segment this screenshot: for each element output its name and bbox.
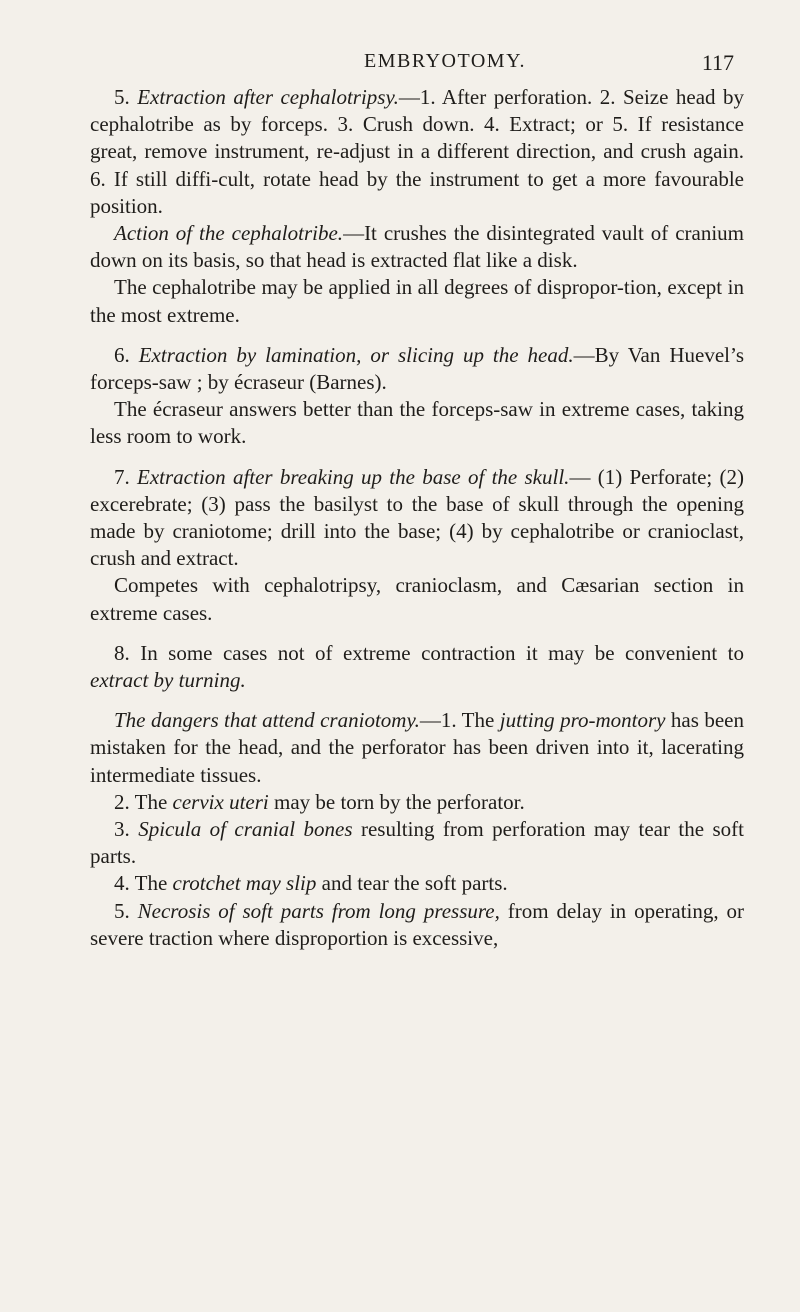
paragraph xyxy=(90,220,744,274)
text-run: The cephalotribe may be applied in all degrees of dispropor-tion, except in the most extreme. xyxy=(90,275,744,327)
italic-run: Spicula of cranial bones xyxy=(138,817,353,842)
italic-run: Action of the cephalotribe. xyxy=(114,221,344,246)
text-run: Competes with cephalotripsy, cranioclasm, and Cæsarian section in extreme cases. xyxy=(90,573,744,625)
paragraph xyxy=(90,572,744,626)
text-run: 5. xyxy=(114,898,138,923)
text-run: may be torn by the perforator. xyxy=(268,789,525,814)
text-run: — (1) Perforate; (2) excerebrate; (3) pass the basilyst to the base of skull through the opening made by craniotome; drill into the base; (4) by cephalotribe or cranioclast, crush and extract. xyxy=(90,464,745,571)
paragraph xyxy=(90,464,744,573)
paragraph xyxy=(90,84,744,220)
text-run: 7. xyxy=(114,464,138,489)
text-run: 2. The xyxy=(114,789,173,814)
text-run: resulting from perforation may tear the soft parts. xyxy=(90,817,744,869)
italic-run: crotchet may slip xyxy=(172,871,317,896)
italic-run: Extraction after breaking up the base of the skull. xyxy=(137,464,570,489)
italic-run: Extraction by lamination, or slicing up the head. xyxy=(138,342,574,367)
paragraph xyxy=(90,640,744,694)
text-run: —It crushes the disintegrated vault of cranium down on its basis, so that head is extracted flat like a disk. xyxy=(90,221,744,273)
paragraph xyxy=(90,396,744,450)
text-run: —1. The xyxy=(419,708,500,733)
paragraph xyxy=(90,816,744,870)
paragraph xyxy=(90,789,744,816)
paragraph xyxy=(90,342,744,396)
page-number: 117 xyxy=(701,50,734,75)
italic-run: extract by turning. xyxy=(90,668,246,693)
text-run: 8. In some cases not of extreme contraction it may be convenient to xyxy=(114,640,744,665)
paragraph xyxy=(90,274,744,328)
italic-run: The dangers that attend craniotomy. xyxy=(114,708,420,733)
running-title: EMBRYOTOMY. xyxy=(364,50,526,72)
body-text xyxy=(90,84,744,952)
text-run: and tear the soft parts. xyxy=(316,871,508,896)
paragraph xyxy=(90,898,744,952)
italic-run: jutting pro-montory xyxy=(499,708,666,733)
text-run: —By Van Huevel’s forceps-saw ; by écraseur (Barnes). xyxy=(90,342,744,395)
italic-run: cervix uteri xyxy=(172,789,269,814)
text-run: 3. xyxy=(114,817,139,842)
text-run: 4. The xyxy=(114,871,173,896)
paragraph xyxy=(90,870,744,897)
text-run: has been mistaken for the head, and the perforator has been driven into it, lacerating intermediate tissues. xyxy=(90,708,744,787)
italic-run: Extraction after cephalotripsy. xyxy=(137,85,399,109)
text-run: The écraseur answers better than the forceps-saw in extreme cases, taking less room to work. xyxy=(90,397,744,449)
text-run: 6. xyxy=(114,342,139,367)
text-run: from delay in operating, or severe traction where disproportion is excessive, xyxy=(90,898,745,950)
paragraph xyxy=(90,707,744,789)
running-head xyxy=(90,50,740,80)
italic-run: Necrosis of soft parts from long pressure, xyxy=(137,898,500,923)
text-run: 5. xyxy=(114,85,138,109)
text-run: —1. After perforation. 2. Seize head by cephalotribe as by forceps. 3. Crush down. 4. Extract; or 5. If resistance great, remove instrument, re-adjust in a different direction, and crush again. 6. If still diffi-cult, rotate head by the instrument to get a more favourable position. xyxy=(90,85,744,218)
